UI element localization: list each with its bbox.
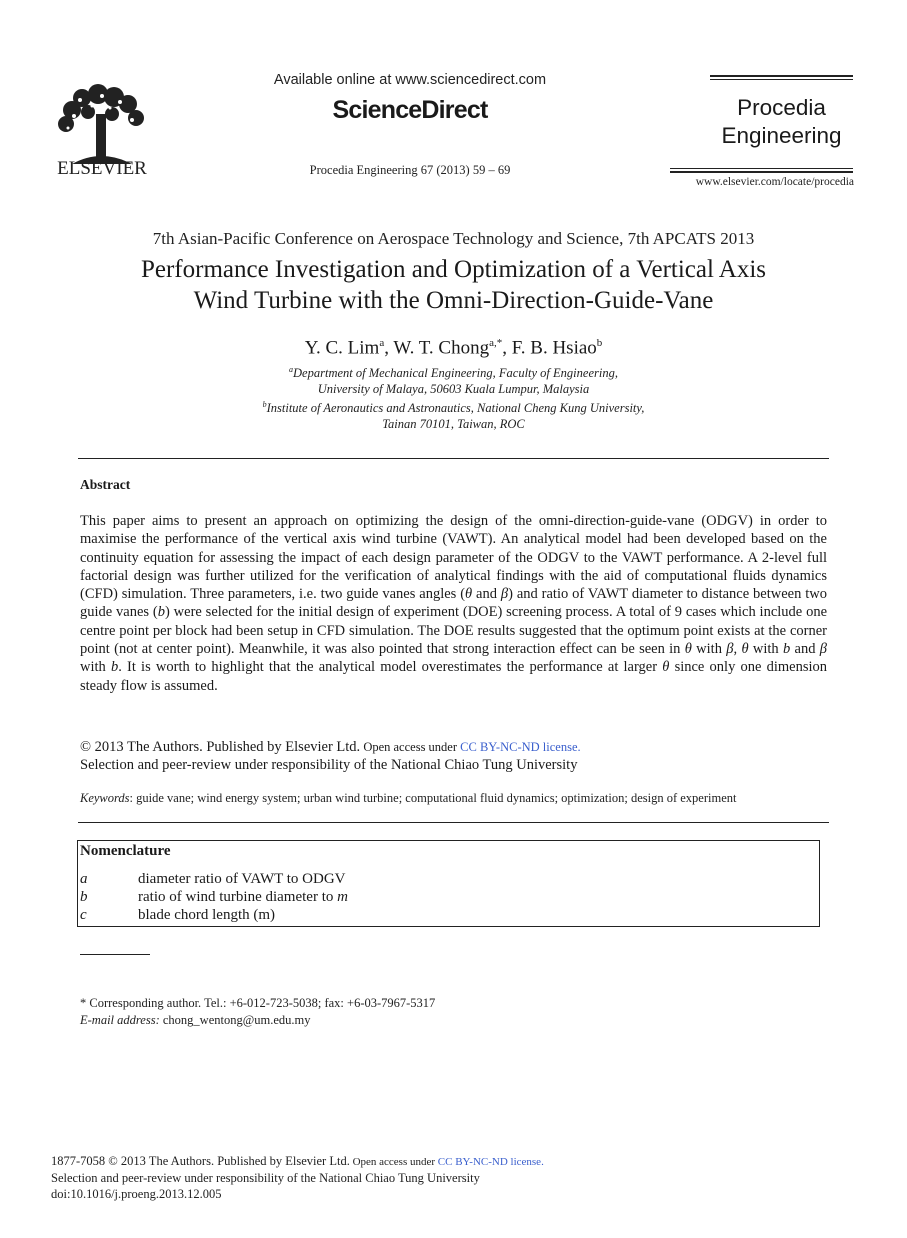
affiliation-line: Tainan 70101, Taiwan, ROC xyxy=(382,416,525,431)
affil-marker: b xyxy=(262,400,267,410)
nomenclature-symbol: c xyxy=(80,907,87,923)
page-footer: 1877-7058 © 2013 The Authors. Published by Elsevier Ltd. Open access under CC BY-NC-ND license. Selection and peer-review under responsibility of the National Chiao Tung University doi:10.1016/j.proeng.2013.12.005 xyxy=(51,1153,851,1202)
platform-name: ScienceDirect xyxy=(332,96,488,124)
title-line-1: Performance Investigation and Optimization of a Vertical Axis xyxy=(140,256,767,283)
abstract-body: This paper aims to present an approach on optimizing the design of the omni-direction-guide-vane (ODGV) in order to maximise the performance of the vertical axis wind turbine (VAWT). An analytical model had been developed based on the continuity equation for assessing the impact of each design parameter of the ODGV to the VAWT performance. A 2-level full factorial design was further utilized for the verification of analytical findings with the aid of computational fluids dynamics (CFD) simulation. Three parameters, i.e. two guide vanes angles (θ and β) and ratio of VAWT diameter to distance between two guide vanes (b) were selected for the initial design of experiment (DOE) screening process. A total of 9 cases which include one centre point per block had been setup in CFD simulation. The DOE results suggested that the optimum point exists at the corner point (not at center point). Meanwhile, it was also pointed that strong interaction effect can be seen in θ with β, θ with b and β with b. It is worth to highlight that the analytical model overestimates the performance at larger θ since only one dimension steady flow is assumed. xyxy=(80,513,828,694)
journal-url[interactable]: www.elsevier.com/locate/procedia xyxy=(695,176,854,188)
email-label: E-mail address: xyxy=(80,1013,160,1027)
keywords: Keywords: guide vane; wind energy system; urban wind turbine; computational fluid dynamics; optimization; design of experiment xyxy=(80,791,737,805)
author-affil-marker: b xyxy=(596,337,603,349)
footnote-rule xyxy=(80,954,150,955)
journal-name-line2: Engineering xyxy=(721,123,842,148)
divider xyxy=(78,458,829,459)
author-affil-marker: a xyxy=(379,337,385,349)
author-list: Y. C. Lim$^a$, W. T. Chong$^{a,*}$, F. B. Hsiao$^b$ xyxy=(304,337,603,359)
nomenclature-definition: diameter ratio of VAWT to ODGV xyxy=(138,871,346,887)
email-address[interactable]: chong_wentong@um.edu.my xyxy=(159,1013,311,1027)
journal-reference: Procedia Engineering 67 (2013) 59 – 69 xyxy=(309,163,511,177)
footer-license-link[interactable]: CC BY-NC-ND license. xyxy=(437,1156,544,1168)
abstract-heading: Abstract xyxy=(80,477,131,492)
nomenclature-definition: ratio of wind turbine diameter to m xyxy=(138,889,348,905)
available-online: Available online at www.sciencedirect.com xyxy=(273,72,547,88)
nomenclature-symbol: a xyxy=(80,871,88,887)
affiliation-line: $^a$Department of Mechanical Engineering, Faculty of Engineering, xyxy=(289,365,618,381)
author-name: W. T. Chong xyxy=(393,337,490,359)
nomenclature-heading: Nomenclature xyxy=(80,843,171,859)
affiliations xyxy=(0,362,907,432)
divider xyxy=(78,822,829,823)
author-name: F. B. Hsiao xyxy=(511,337,597,359)
journal-rule-bottom xyxy=(670,171,853,173)
email-footnote xyxy=(80,1013,310,1028)
keywords-label: Keywords xyxy=(80,791,130,805)
license-link[interactable]: CC BY-NC-ND license. xyxy=(460,740,581,754)
author-affil-marker: a,* xyxy=(489,337,503,349)
title-line-2: Wind Turbine with the Omni-Direction-Guide-Vane xyxy=(193,287,714,314)
publisher-name: ELSEVIER xyxy=(57,158,147,179)
corresponding-author-footnote: * Corresponding author. Tel.: +6-012-723-5038; fax: +6-03-7967-5317 xyxy=(80,996,436,1010)
conference-name: 7th Asian-Pacific Conference on Aerospace Technology and Science, 7th APCATS 2013 xyxy=(152,229,755,248)
journal-logo-text xyxy=(710,94,853,150)
affiliation-line: $^b$Institute of Aeronautics and Astronautics, National Cheng Kung University, xyxy=(262,400,645,416)
doi[interactable]: doi:10.1016/j.proeng.2013.12.005 xyxy=(51,1187,222,1201)
nomenclature-definition: blade chord length (m) xyxy=(138,907,276,923)
journal-rule-top-thin xyxy=(710,79,853,80)
affil-marker: a xyxy=(289,365,294,374)
author-name: Y. C. Lim xyxy=(304,337,380,359)
journal-rule-bottom-thin xyxy=(670,168,853,169)
affiliation-line: University of Malaya, 50603 Kuala Lumpur, Malaysia xyxy=(317,381,590,396)
journal-rule-top xyxy=(710,75,853,77)
copyright-notice: © 2013 The Authors. Published by Elsevier Ltd. Open access under CC BY-NC-ND license. Selection and peer-review under responsibility of the National Chiao Tung University xyxy=(80,739,581,773)
paper-title xyxy=(60,254,847,316)
journal-name-line1: Procedia xyxy=(737,95,826,120)
nomenclature-symbol: b xyxy=(80,889,88,905)
